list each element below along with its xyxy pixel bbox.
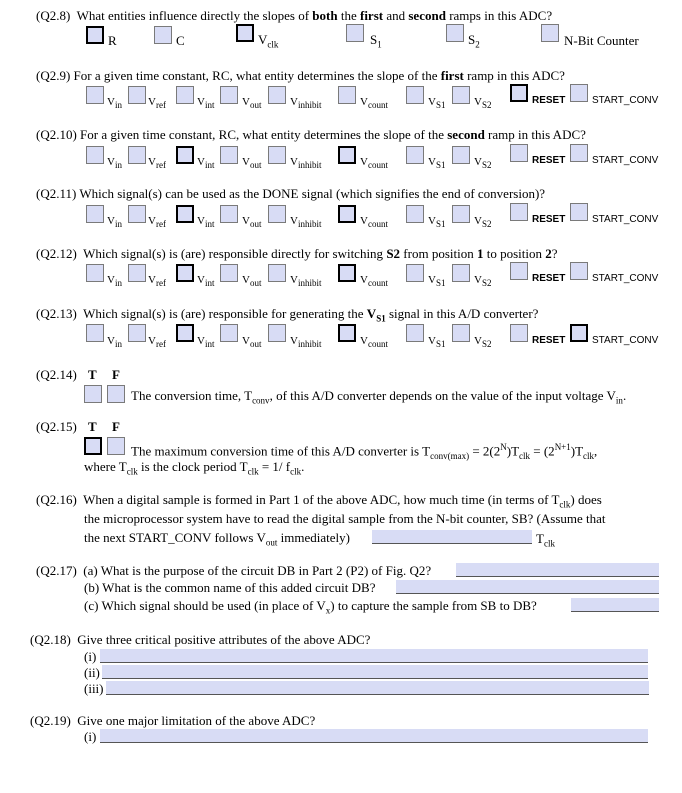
q2-12-label-vref: $V_{ref}$ [148,274,166,289]
q2-13-label-vcount: $V_{count}$ [360,335,388,350]
q2-14-true-label: T [88,367,97,382]
q2-9-checkbox-vint[interactable] [176,86,194,104]
q2-11-checkbox-vin[interactable] [86,205,104,223]
q2-9-label-vs1: $V_{S1}$ [428,96,446,111]
q2-16-unit: $T_{clk}$ [536,531,555,549]
q2-16-answer-field[interactable] [372,530,532,544]
q2-10-label-vref: $V_{ref}$ [148,156,166,171]
q2-13-label-vint: $V_{int}$ [197,335,215,350]
q2-15-true-checkbox[interactable] [84,437,102,455]
q2-8-label-s2: $S_2$ [468,32,480,50]
q2-11-label-start: START_CONV [592,214,659,225]
q2-11-question: (Q2.11) Which signal(s) can be used as the DONE signal (which signifies the end of conversion)? [36,186,546,201]
q2-11-checkbox-vinhibit[interactable] [268,205,286,223]
q2-8-label-counter: N-Bit Counter [564,33,639,48]
q2-11-label-vin: $V_{in}$ [107,215,122,230]
q2-18-question: (Q2.18) Give three critical positive attributes of the above ADC? [30,632,371,647]
q2-12-label-vinhibit: $V_{inhibit}$ [290,274,322,289]
q2-9-label-vcount: $V_{count}$ [360,96,388,111]
q2-10-label-reset: RESET [532,155,566,166]
q2-13-question: (Q2.13) Which signal(s) is (are) responsible for generating the $V_{S1}$ signal in this A/D converter? [36,306,539,324]
q2-13-checkbox-vint[interactable] [176,324,194,342]
q2-11-checkbox-vs1[interactable] [406,205,424,223]
q2-12-label-vcount: $V_{count}$ [360,274,388,289]
q2-13-checkbox-vin[interactable] [86,324,104,342]
q2-16-question-line2: the microprocessor system have to read the digital sample from the N-bit counter, SB? (Assume that [84,511,606,526]
q2-12-label-vs2: $V_{S2}$ [474,274,492,289]
q2-15-false-checkbox[interactable] [107,437,125,455]
q2-11-label-vs1: $V_{S1}$ [428,215,446,230]
q2-13-checkbox-vout[interactable] [220,324,238,342]
q2-10-label-vs2: $V_{S2}$ [474,156,492,171]
q2-10-checkbox-vs1[interactable] [406,146,424,164]
q2-14-false-label: F [112,367,120,382]
q2-18-answer-ii-field[interactable] [102,665,648,679]
q2-9-label-vin: $V_{in}$ [107,96,122,111]
q2-15-number: (Q2.15) [36,419,77,434]
q2-13-checkbox-vref[interactable] [128,324,146,342]
q2-10-checkbox-start[interactable] [570,144,588,162]
q2-8-checkbox-s1[interactable] [346,24,364,42]
q2-12-checkbox-vs2[interactable] [452,264,470,282]
q2-12-label-vin: $V_{in}$ [107,274,122,289]
q2-10-label-vint: $V_{int}$ [197,156,215,171]
q2-10-checkbox-vout[interactable] [220,146,238,164]
q2-11-checkbox-vint[interactable] [176,205,194,223]
q2-12-checkbox-vs1[interactable] [406,264,424,282]
q2-12-label-vout: $V_{out}$ [242,274,262,289]
q2-9-label-vint: $V_{int}$ [197,96,215,111]
q2-13-label-reset: RESET [532,335,566,346]
q2-8-label-r: R [108,33,117,48]
q2-12-question: (Q2.12) Which signal(s) is (are) responsible directly for switching S2 from position 1 to position 2? [36,246,558,261]
q2-13-checkbox-reset[interactable] [510,324,528,342]
q2-10-checkbox-vref[interactable] [128,146,146,164]
q2-10-label-vout: $V_{out}$ [242,156,262,171]
q2-9-checkbox-vin[interactable] [86,86,104,104]
q2-8-checkbox-counter[interactable] [541,24,559,42]
q2-18-label-i: (i) [84,649,97,664]
q2-10-label-vcount: $V_{count}$ [360,156,388,171]
q2-9-label-vinhibit: $V_{inhibit}$ [290,96,322,111]
q2-9-label-vs2: $V_{S2}$ [474,96,492,111]
q2-12-label-reset: RESET [532,273,566,284]
q2-15-statement: The maximum conversion time of this A/D converter is $T_{conv(max)} = 2(2^N)T_{clk} = (2^{N+1})T_{clk}$, [131,442,598,461]
q2-12-checkbox-vref[interactable] [128,264,146,282]
q2-8-checkbox-vclk[interactable] [236,24,254,42]
q2-9-checkbox-vcount[interactable] [338,86,356,104]
q2-8-label-s1: $S_1$ [370,32,382,50]
q2-9-checkbox-vref[interactable] [128,86,146,104]
q2-12-checkbox-vcount[interactable] [338,264,356,282]
q2-15-true-label: T [88,419,97,434]
q2-12-checkbox-vinhibit[interactable] [268,264,286,282]
q2-14-true-checkbox[interactable] [84,385,102,403]
q2-12-checkbox-vint[interactable] [176,264,194,282]
q2-13-checkbox-vs1[interactable] [406,324,424,342]
q2-14-number: (Q2.14) [36,367,77,382]
q2-10-label-start: START_CONV [592,155,659,166]
q2-19-answer-i-field[interactable] [100,729,648,743]
q2-18-answer-iii-field[interactable] [106,681,649,695]
q2-19-question: (Q2.19) Give one major limitation of the above ADC? [30,713,316,728]
q2-13-checkbox-vcount[interactable] [338,324,356,342]
q2-10-checkbox-vs2[interactable] [452,146,470,164]
q2-11-label-vinhibit: $V_{inhibit}$ [290,215,322,230]
q2-13-checkbox-start[interactable] [570,324,588,342]
q2-13-label-start: START_CONV [592,335,659,346]
q2-11-checkbox-start[interactable] [570,203,588,221]
q2-13-label-vref: $V_{ref}$ [148,335,166,350]
q2-9-checkbox-vinhibit[interactable] [268,86,286,104]
q2-10-checkbox-vin[interactable] [86,146,104,164]
q2-11-label-vcount: $V_{count}$ [360,215,388,230]
q2-10-label-vin: $V_{in}$ [107,156,122,171]
q2-12-checkbox-reset[interactable] [510,262,528,280]
q2-11-checkbox-reset[interactable] [510,203,528,221]
q2-9-label-vref: $V_{ref}$ [148,96,166,111]
q2-17-answer-c-field[interactable] [571,598,659,612]
q2-10-checkbox-vinhibit[interactable] [268,146,286,164]
q2-13-checkbox-vinhibit[interactable] [268,324,286,342]
q2-14-statement: The conversion time, $T_{conv}$, of this A/D converter depends on the value of the input voltage $V_{in}$. [131,388,627,406]
q2-17-question-c: (c) Which signal should be used (in place of $V_x$) to capture the sample from SB to DB? [84,598,537,616]
q2-9-checkbox-start[interactable] [570,84,588,102]
q2-9-checkbox-vs1[interactable] [406,86,424,104]
q2-9-checkbox-vout[interactable] [220,86,238,104]
q2-17-question-a: (Q2.17) (a) What is the purpose of the circuit DB in Part 2 (P2) of Fig. Q2? [36,563,432,578]
q2-12-checkbox-vout[interactable] [220,264,238,282]
q2-10-checkbox-vcount[interactable] [338,146,356,164]
q2-8-checkbox-r[interactable] [86,26,104,44]
q2-13-label-vs1: $V_{S1}$ [428,335,446,350]
q2-11-checkbox-vs2[interactable] [452,205,470,223]
q2-11-label-vout: $V_{out}$ [242,215,262,230]
q2-9-label-reset: RESET [532,95,566,106]
q2-10-label-vinhibit: $V_{inhibit}$ [290,156,322,171]
q2-8-checkbox-c[interactable] [154,26,172,44]
q2-18-answer-i-field[interactable] [100,649,648,663]
q2-17-answer-b-field[interactable] [396,580,659,594]
q2-16-question-line3: the next START_CONV follows $V_{out}$ immediately) [84,530,350,548]
q2-12-checkbox-start[interactable] [570,262,588,280]
q2-11-label-vint: $V_{int}$ [197,215,215,230]
q2-8-checkbox-s2[interactable] [446,24,464,42]
q2-10-question: (Q2.10) For a given time constant, RC, what entity determines the slope of the second ramp in this ADC? [36,127,586,142]
q2-8-label-c: C [176,33,185,48]
q2-13-checkbox-vs2[interactable] [452,324,470,342]
q2-12-label-vs1: $V_{S1}$ [428,274,446,289]
q2-9-checkbox-reset[interactable] [510,84,528,102]
q2-11-checkbox-vref[interactable] [128,205,146,223]
q2-18-label-ii: (ii) [84,665,100,680]
q2-12-checkbox-vin[interactable] [86,264,104,282]
q2-12-label-start: START_CONV [592,273,659,284]
q2-9-label-start: START_CONV [592,95,659,106]
q2-11-label-vref: $V_{ref}$ [148,215,166,230]
q2-15-statement-line2: where $T_{clk}$ is the clock period $T_{clk} = 1/$ $f_{clk}$. [84,459,305,477]
q2-13-label-vinhibit: $V_{inhibit}$ [290,335,322,350]
q2-11-checkbox-vout[interactable] [220,205,238,223]
q2-11-checkbox-vcount[interactable] [338,205,356,223]
q2-9-label-vout: $V_{out}$ [242,96,262,111]
q2-13-label-vin: $V_{in}$ [107,335,122,350]
q2-8-question: (Q2.8) What entities influence directly the slopes of both the first and second ramps in this ADC? [36,8,553,23]
q2-14-false-checkbox[interactable] [107,385,125,403]
q2-12-label-vint: $V_{int}$ [197,274,215,289]
q2-18-label-iii: (iii) [84,681,104,696]
q2-17-answer-a-field[interactable] [456,563,659,577]
q2-11-label-reset: RESET [532,214,566,225]
q2-19-label-i: (i) [84,729,97,744]
q2-11-label-vs2: $V_{S2}$ [474,215,492,230]
q2-9-question: (Q2.9) For a given time constant, RC, what entity determines the slope of the first ramp in this ADC? [36,68,565,83]
q2-10-checkbox-reset[interactable] [510,144,528,162]
q2-8-label-vclk: $V_{clk}$ [258,32,279,50]
q2-13-label-vout: $V_{out}$ [242,335,262,350]
q2-10-checkbox-vint[interactable] [176,146,194,164]
q2-17-question-b: (b) What is the common name of this added circuit DB? [84,580,376,595]
q2-13-label-vs2: $V_{S2}$ [474,335,492,350]
q2-9-checkbox-vs2[interactable] [452,86,470,104]
q2-10-label-vs1: $V_{S1}$ [428,156,446,171]
q2-16-question-line1: (Q2.16) When a digital sample is formed in Part 1 of the above ADC, how much time (in terms of $T_{clk}$) does [36,492,602,510]
q2-15-false-label: F [112,419,120,434]
